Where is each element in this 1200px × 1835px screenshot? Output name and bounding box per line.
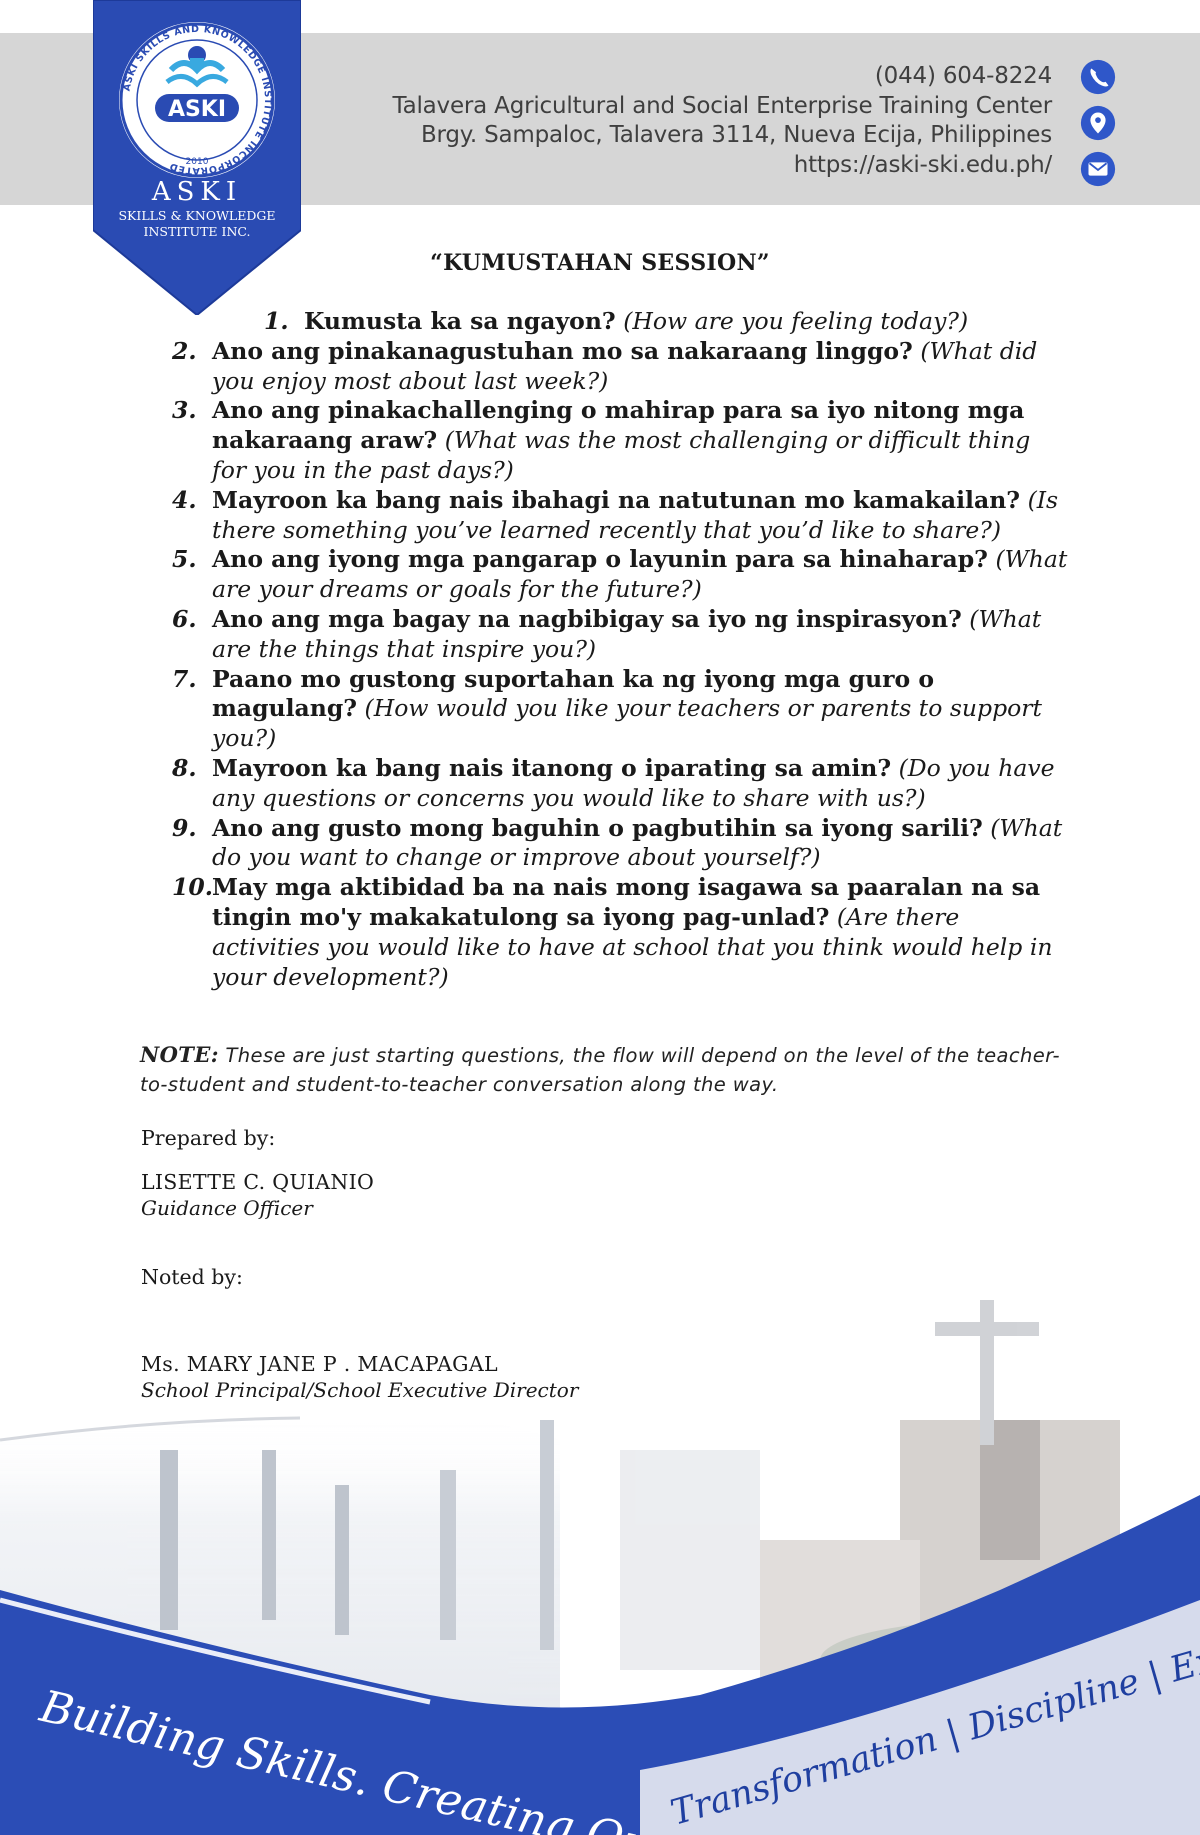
question-item xyxy=(168,545,1068,605)
question-tagalog: Ano ang mga bagay na nagbibigay sa iyo ng inspirasyon? xyxy=(212,604,962,633)
question-tagalog: May mga aktibidad ba na nais mong isagawa sa paaralan na sa tingin mo'y makakatulong sa iyong pag-unlad? xyxy=(212,873,1041,931)
question-item xyxy=(168,486,1068,546)
question-item xyxy=(168,665,1068,754)
document-title: “KUMUSTAHAN SESSION” xyxy=(430,250,770,276)
location-pin-icon xyxy=(1079,104,1117,142)
prepared-by-block xyxy=(141,1126,275,1150)
logo-name-line3: INSTITUTE INC. xyxy=(143,224,251,239)
phone-icon xyxy=(1079,58,1117,96)
footer-artwork xyxy=(0,1300,1200,1835)
question-item xyxy=(168,396,1068,485)
noted-label: Noted by: xyxy=(141,1265,243,1289)
question-english: (What did you enjoy most about last week?) xyxy=(212,336,1038,395)
note xyxy=(140,1040,1060,1099)
question-tagalog: Paano mo gustong suportahan ka ng iyong mga guro o magulang? xyxy=(212,664,935,723)
question-english: (How would you like your teachers or parents to support you?) xyxy=(212,694,1042,753)
question-number: 1. xyxy=(264,307,289,335)
question-number: 4. xyxy=(172,485,197,514)
note-label: NOTE: xyxy=(140,1042,219,1067)
question-number: 9. xyxy=(172,813,197,842)
question-number: 6. xyxy=(172,604,197,633)
contact-icons xyxy=(1079,58,1125,196)
website: https://aski-ski.edu.ph/ xyxy=(793,151,1052,178)
logo-year: 2010 xyxy=(185,157,209,167)
question-english: (What do you want to change or improve about yourself?) xyxy=(212,813,1063,872)
question-tagalog: Ano ang iyong mga pangarap o layunin para sa hinaharap? xyxy=(212,545,988,574)
question-tagalog: Mayroon ka bang nais ibahagi na natutunan mo kamakailan? xyxy=(212,485,1021,514)
question-item xyxy=(168,873,1068,992)
question-item xyxy=(168,605,1068,665)
question-tagalog: Kumusta ka sa ngayon? xyxy=(304,307,616,335)
note-text: These are just starting questions, the flow will depend on the level of the teacher-to-student and student-to-teacher conversation along the way. xyxy=(140,1044,1060,1096)
question-number: 7. xyxy=(172,664,197,693)
question-tagalog: Ano ang pinakachallenging o mahirap para sa iyo nitong mga nakaraang araw? xyxy=(212,396,1025,455)
prepared-name: LISETTE C. QUIANIO xyxy=(141,1170,375,1194)
question-item xyxy=(168,337,1068,397)
question-number: 10. xyxy=(172,873,213,902)
question-number: 2. xyxy=(172,336,197,365)
noted-by-block xyxy=(141,1265,243,1289)
question-number: 8. xyxy=(172,753,197,782)
phone-number: (044) 604-8224 xyxy=(874,63,1052,89)
question-number: 3. xyxy=(172,396,197,425)
noted-name: Ms. MARY JANE P . MACAPAGAL xyxy=(141,1352,498,1376)
question-english: (How are you feeling today?) xyxy=(623,307,969,335)
address: Brgy. Sampaloc, Talavera 3114, Nueva Ecija, Philippines xyxy=(420,122,1052,148)
prepared-role: Guidance Officer xyxy=(141,1196,313,1220)
mail-icon xyxy=(1079,150,1117,188)
question-english: (What are your dreams or goals for the future?) xyxy=(212,545,1068,604)
question-list xyxy=(168,307,1068,992)
question-item xyxy=(168,754,1068,814)
logo-ring-text: ASKI SKILLS AND KNOWLEDGE INSTITUTE INCORPORATED xyxy=(121,23,274,177)
question-tagalog: Ano ang pinakanagustuhan mo sa nakaraang linggo? xyxy=(212,336,913,365)
question-english: (Are there activities you would like to have at school that you think would help in your development?) xyxy=(212,902,1053,991)
prepared-signatory xyxy=(141,1170,374,1222)
question-number: 5. xyxy=(172,545,197,574)
question-english: (What was the most challenging or difficult thing for you in the past days?) xyxy=(212,426,1031,484)
question-item xyxy=(168,307,1068,337)
prepared-label: Prepared by: xyxy=(141,1126,276,1150)
contact-info xyxy=(393,62,1052,180)
question-tagalog: Mayroon ka bang nais itanong o iparating sa amin? xyxy=(212,753,892,782)
question-english: (Is there something you’ve learned recently that you’d like to share?) xyxy=(212,485,1059,544)
noted-role: School Principal/School Executive Director xyxy=(141,1378,579,1402)
question-english: (What are the things that inspire you?) xyxy=(212,604,1042,663)
org-name: Talavera Agricultural and Social Enterprise Training Center xyxy=(392,92,1052,119)
logo-wordmark: ASKI xyxy=(167,97,227,122)
logo-name-line1: ASKI xyxy=(151,177,243,207)
question-tagalog: Ano ang gusto mong baguhin o pagbutihin sa iyong sarili? xyxy=(212,813,983,842)
question-english: (Do you have any questions or concerns you would like to share with us?) xyxy=(212,753,1055,812)
question-item xyxy=(168,814,1068,874)
logo-name-line2: SKILLS & KNOWLEDGE xyxy=(118,208,276,223)
